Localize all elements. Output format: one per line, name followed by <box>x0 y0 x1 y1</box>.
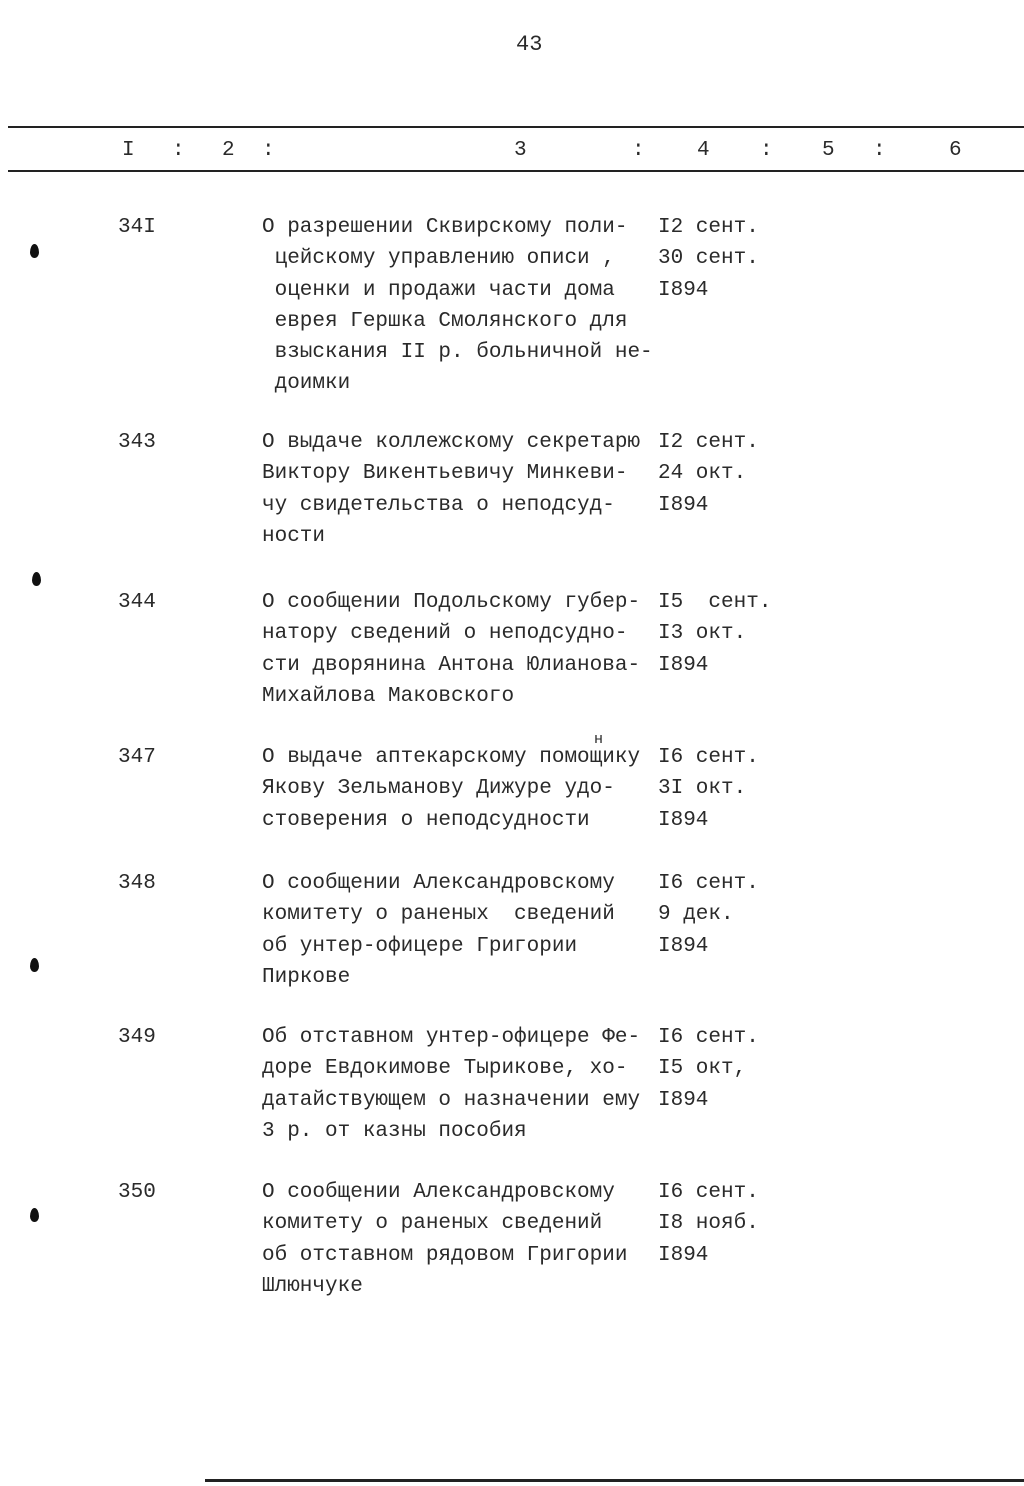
column-header-5: 5 <box>822 139 835 162</box>
description-line: О сообщении Александровскому <box>262 872 615 895</box>
entry-dates <box>658 587 771 681</box>
description-line: Об отставном унтер-офицере Фе- <box>262 1026 641 1049</box>
entry-description <box>262 1177 627 1302</box>
entry-dates <box>658 742 759 836</box>
column-header-4: 4 <box>697 139 710 162</box>
description-line: еврея Гершка Смолянского для <box>262 309 628 333</box>
description-line: Шлюнчуке <box>262 1274 363 1298</box>
column-separator: : <box>873 139 886 162</box>
description-line: комитету о раненых сведений <box>262 1212 603 1236</box>
date-line: I6 сент. <box>658 1026 759 1049</box>
description-line: ности <box>262 524 326 548</box>
column-header-3: 3 <box>514 139 527 162</box>
description-line: О выдаче аптекарскому помощику <box>262 746 641 769</box>
entry-number: 350 <box>118 1181 156 1204</box>
date-line: I6 сент. <box>658 1181 759 1204</box>
entry-dates <box>658 868 759 962</box>
description-line: О разрешении Сквирскому поли- <box>262 216 628 239</box>
description-line: об унтер-офицере Григории <box>262 934 578 958</box>
entry-number: 348 <box>118 872 156 895</box>
handwritten-correction: н <box>594 731 604 748</box>
column-separator: : <box>632 139 645 162</box>
description-line: О сообщении Александровскому <box>262 1181 615 1204</box>
description-line: цейскому управлению описи , <box>262 247 615 271</box>
date-line: I894 <box>658 808 709 832</box>
description-line: сти дворянина Антона Юлианова- <box>262 653 641 677</box>
date-line: I894 <box>658 1243 709 1267</box>
description-line: комитету о раненых сведений <box>262 903 615 927</box>
footer-rule <box>205 1479 1024 1482</box>
description-line: О сообщении Подольскому губер- <box>262 591 641 614</box>
description-line: оценки и продажи части дома <box>262 278 615 302</box>
column-separator: : <box>262 139 275 162</box>
date-line: I5 сент. <box>658 591 772 614</box>
date-line: I894 <box>658 278 709 302</box>
column-header-1: I <box>122 139 135 162</box>
entry-description <box>262 868 615 993</box>
date-line: I8 нояб. <box>658 1212 759 1236</box>
column-separator: : <box>172 139 185 162</box>
entry-number: 34I <box>118 216 156 239</box>
entry-description <box>262 587 640 712</box>
entry-description <box>262 742 640 836</box>
entry-description <box>262 1022 640 1147</box>
date-line: I6 сент. <box>658 746 759 769</box>
description-line: Михайлова Маковского <box>262 684 515 708</box>
date-line: I894 <box>658 653 709 677</box>
entry-number: 349 <box>118 1026 156 1049</box>
entry-dates <box>658 212 759 306</box>
description-line: стоверения о неподсудности <box>262 808 590 832</box>
description-line: доре Евдокимове Тырикове, хо- <box>262 1057 628 1081</box>
binding-hole-mark <box>30 244 39 258</box>
date-line: I894 <box>658 493 709 517</box>
binding-hole-mark <box>30 958 39 972</box>
description-line: 3 р. от казны пособия <box>262 1119 527 1143</box>
entry-description <box>262 212 653 400</box>
binding-hole-mark <box>30 1208 39 1222</box>
description-line: Пиркове <box>262 965 351 989</box>
date-line: 3I окт. <box>658 777 747 801</box>
description-line: доимки <box>262 372 351 396</box>
description-line: Виктору Викентьевичу Минкеви- <box>262 462 628 486</box>
date-line: I5 окт, <box>658 1057 747 1081</box>
description-line: чу свидетельства о неподсуд- <box>262 493 615 517</box>
description-line: датайствующем о назначении ему <box>262 1088 641 1112</box>
column-separator: : <box>760 139 773 162</box>
date-line: 9 дек. <box>658 903 734 927</box>
entry-dates <box>658 1177 759 1271</box>
date-line: I894 <box>658 1088 709 1112</box>
entry-number: 347 <box>118 746 156 769</box>
header-top-rule <box>8 126 1024 128</box>
description-line: Якову Зельманову Дижуре удо- <box>262 777 615 801</box>
entry-number: 343 <box>118 431 156 454</box>
entry-number: 344 <box>118 591 156 614</box>
date-line: I2 сент. <box>658 216 759 239</box>
date-line: 30 сент. <box>658 247 759 271</box>
header-bottom-rule <box>8 170 1024 172</box>
date-line: 24 окт. <box>658 462 747 486</box>
description-line: взыскания II р. больничной не- <box>262 341 653 365</box>
date-line: I3 окт. <box>658 622 747 646</box>
page-number: 43 <box>516 32 543 57</box>
date-line: I894 <box>658 934 709 958</box>
description-line: об отставном рядовом Григории <box>262 1243 628 1267</box>
binding-hole-mark <box>32 572 41 586</box>
column-header-2: 2 <box>222 139 235 162</box>
entry-dates <box>658 1022 759 1116</box>
description-line: натору сведений о неподсудно- <box>262 622 628 646</box>
entry-description <box>262 427 640 552</box>
entry-dates <box>658 427 759 521</box>
date-line: I6 сент. <box>658 872 759 895</box>
column-header-6: 6 <box>949 139 962 162</box>
date-line: I2 сент. <box>658 431 759 454</box>
description-line: О выдаче коллежскому секретарю <box>262 431 641 454</box>
